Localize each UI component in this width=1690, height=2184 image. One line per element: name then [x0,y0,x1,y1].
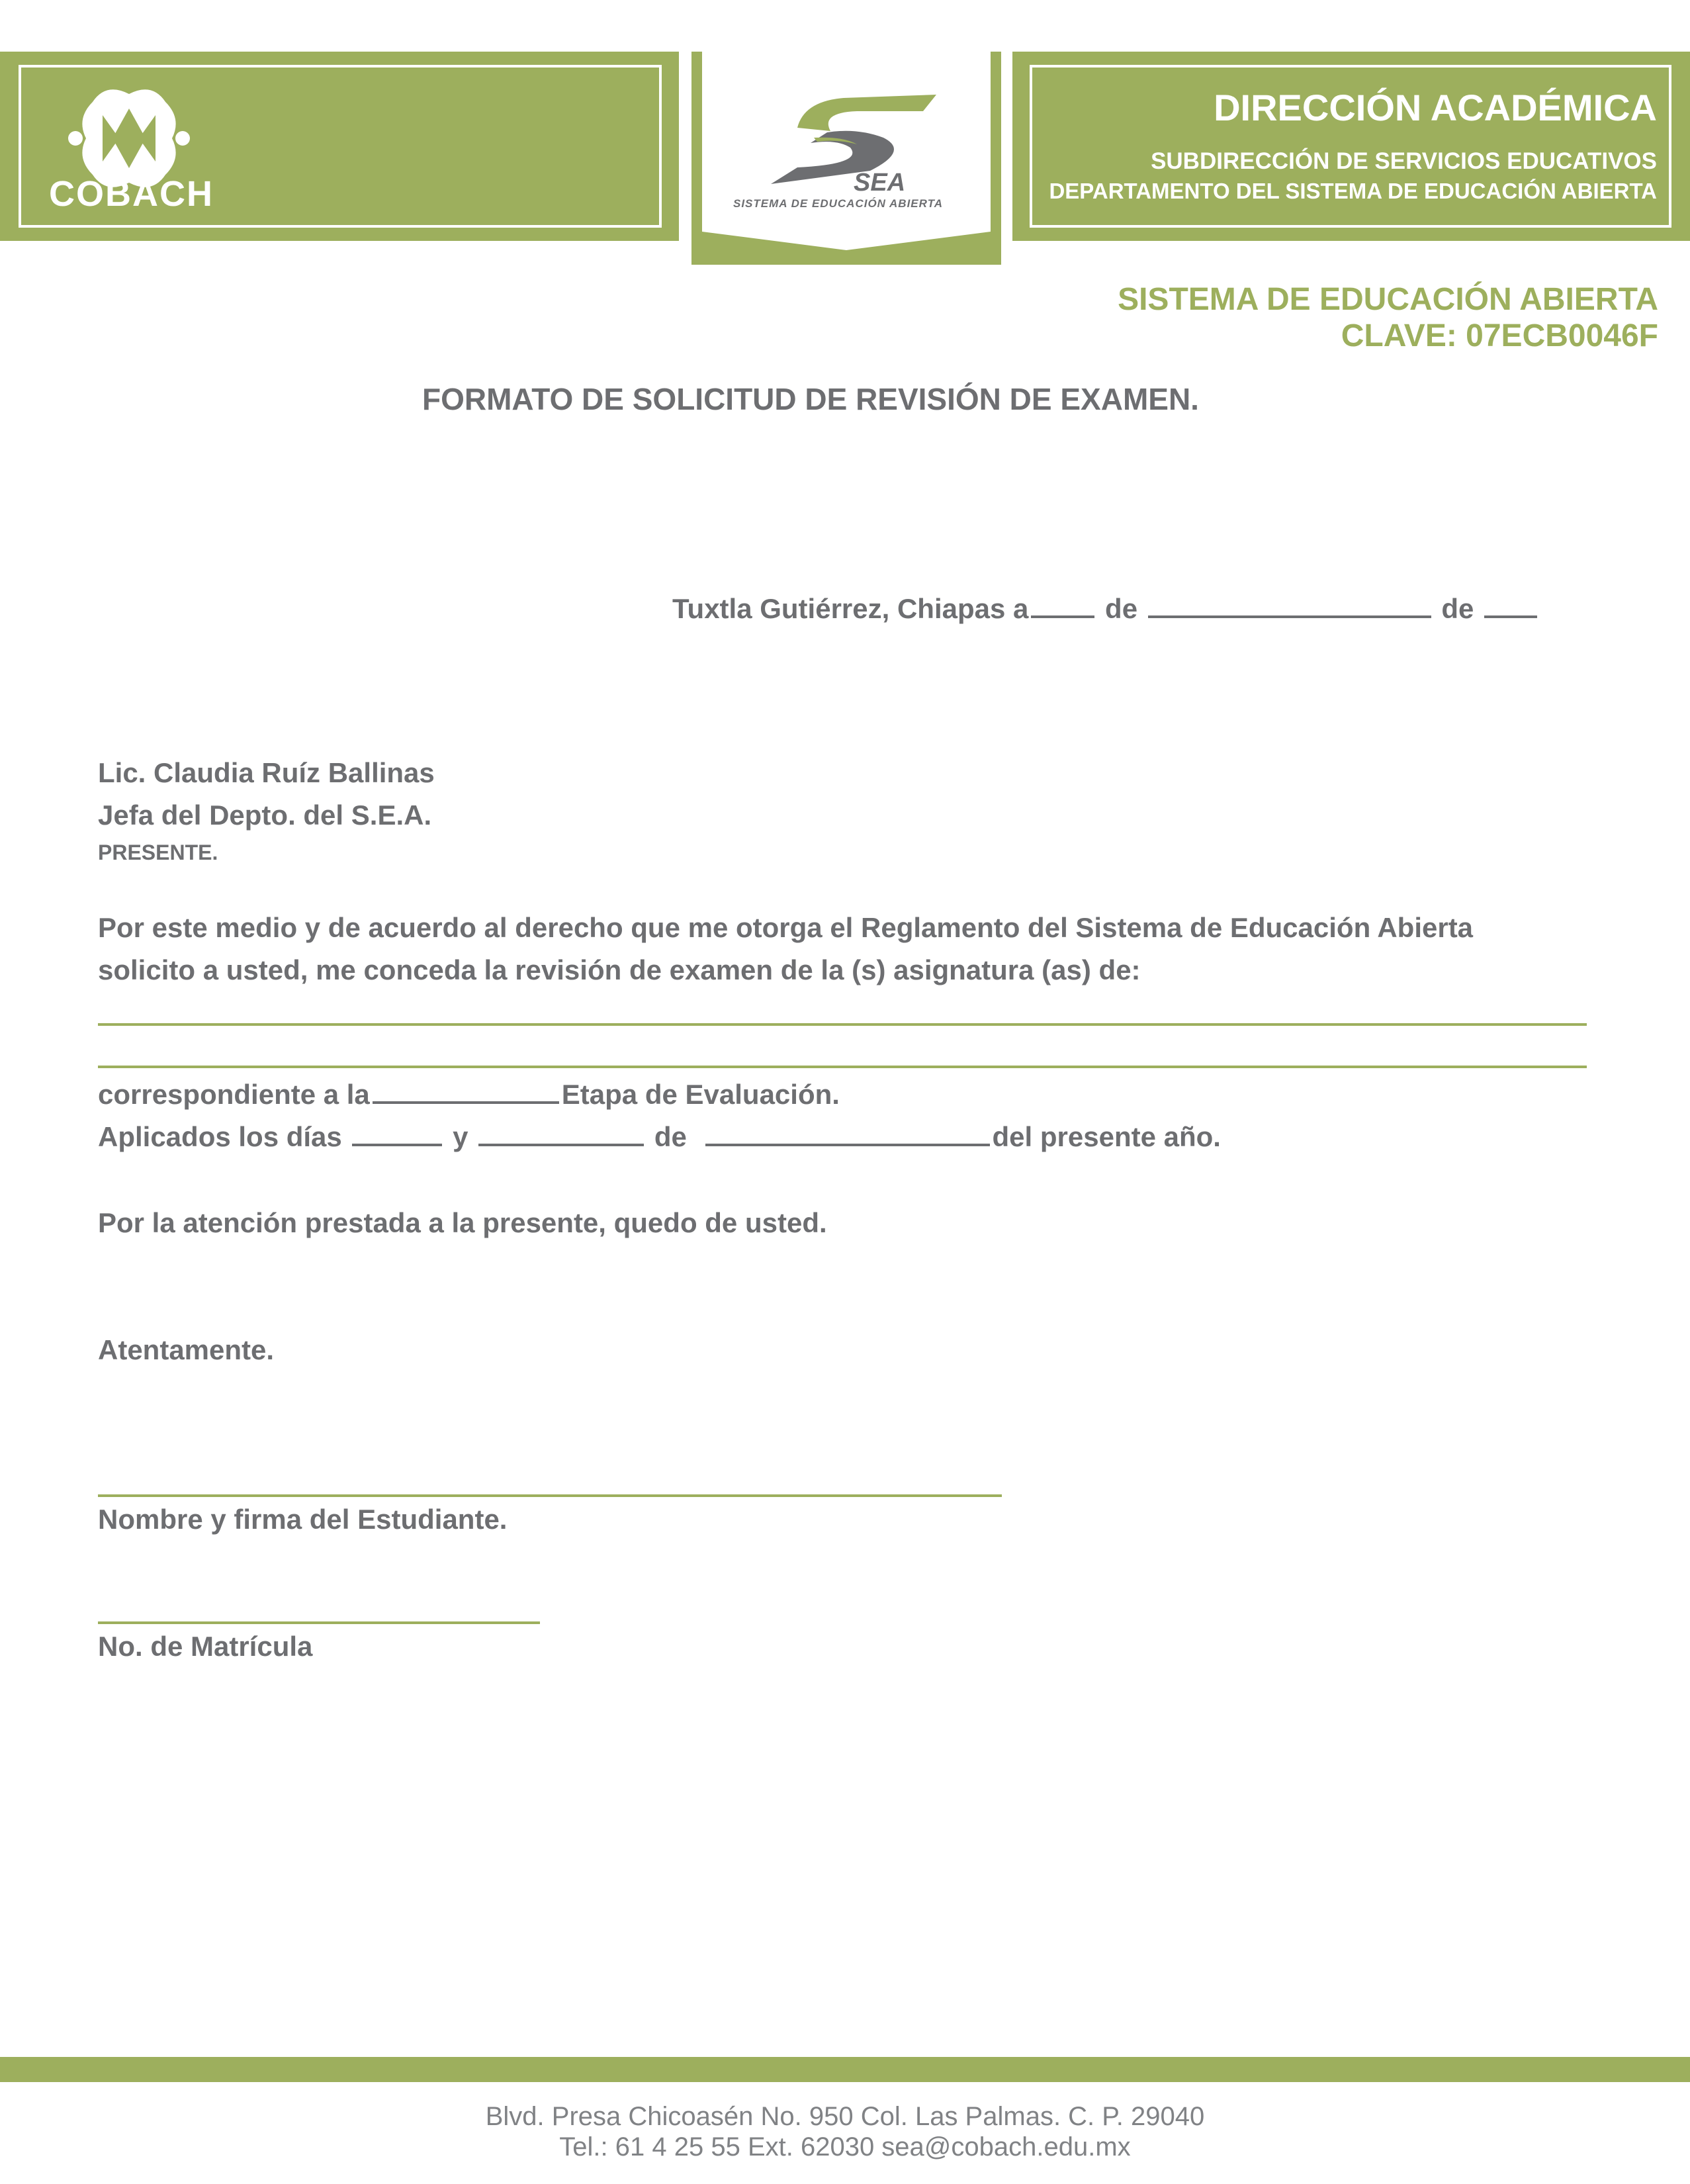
recipient-position: Jefa del Depto. del S.E.A. [98,799,432,831]
day-2-blank[interactable] [478,1143,644,1146]
month-blank[interactable] [1148,615,1431,618]
header-left-panel [0,52,679,241]
aplicados-de: de [654,1121,687,1152]
body-line-2: solicito a usted, me conceda la revisión de examen de la (s) asignatura (as) de: [98,954,1141,985]
cobach-logo-text: COBACH [49,174,214,214]
etapa-suffix: Etapa de Evaluación. [561,1079,840,1110]
body-line-1: Por este medio y de acuerdo al derecho que me otorga el Reglamento del Sistema de Educación Abierta [98,912,1474,943]
recipient-name: Lic. Claudia Ruíz Ballinas [98,757,435,788]
aplicados-month-blank[interactable] [705,1143,990,1146]
date-de-2: de [1441,593,1474,624]
footer-address: Blvd. Presa Chicoasén No. 950 Col. Las Palmas. C. P. 29040 [485,2102,1205,2131]
header-subtitle-2: DEPARTAMENTO DEL SISTEMA DE EDUCACIÓN ABIERTA [1049,179,1657,203]
sea-logo-caption: SISTEMA DE EDUCACIÓN ABIERTA [733,197,944,210]
institution-name: SISTEMA DE EDUCACIÓN ABIERTA [1118,282,1658,317]
aplicados-line [98,1121,1221,1153]
aplicados-prefix: Aplicados los días [98,1121,342,1152]
header-subtitle-1: SUBDIRECCIÓN DE SERVICIOS EDUCATIVOS [1151,148,1657,174]
header-right-panel [1012,52,1690,241]
etapa-blank[interactable] [373,1101,559,1104]
signature-label: Nombre y firma del Estudiante. [98,1504,508,1535]
subjects-line-2[interactable] [98,1066,1587,1068]
header-center-panel [691,52,1001,265]
matricula-line[interactable] [98,1621,540,1624]
sea-logo-abbrev: SEA [854,169,906,197]
sea-logo-icon [758,91,943,191]
closing-text: Por la atención prestada a la presente, quedo de usted. [98,1207,827,1238]
header-title: DIRECCIÓN ACADÉMICA [1214,87,1657,128]
signature-line[interactable] [98,1494,1002,1497]
aplicados-suffix: del presente año. [992,1121,1221,1152]
footer-bar [0,2057,1690,2082]
matricula-label: No. de Matrícula [98,1631,313,1662]
day-blank[interactable] [1031,615,1094,618]
place-date-line [672,593,1540,625]
document-title: FORMATO DE SOLICITUD DE REVISIÓN DE EXAMEN. [422,382,1199,416]
place-date-prefix: Tuxtla Gutiérrez, Chiapas a [672,593,1029,624]
footer-contact: Tel.: 61 4 25 55 Ext. 62030 sea@cobach.edu.mx [559,2132,1131,2161]
aplicados-y: y [453,1121,468,1152]
etapa-line [98,1079,840,1111]
recipient-presente: PRESENTE. [98,841,218,864]
etapa-prefix: correspondiente a la [98,1079,370,1110]
atentamente-text: Atentamente. [98,1334,275,1365]
date-de-1: de [1105,593,1138,624]
day-1-blank[interactable] [352,1143,442,1146]
year-blank[interactable] [1484,615,1537,618]
subjects-line-1[interactable] [98,1023,1587,1026]
institution-clave: CLAVE: 07ECB0046F [1341,318,1658,353]
